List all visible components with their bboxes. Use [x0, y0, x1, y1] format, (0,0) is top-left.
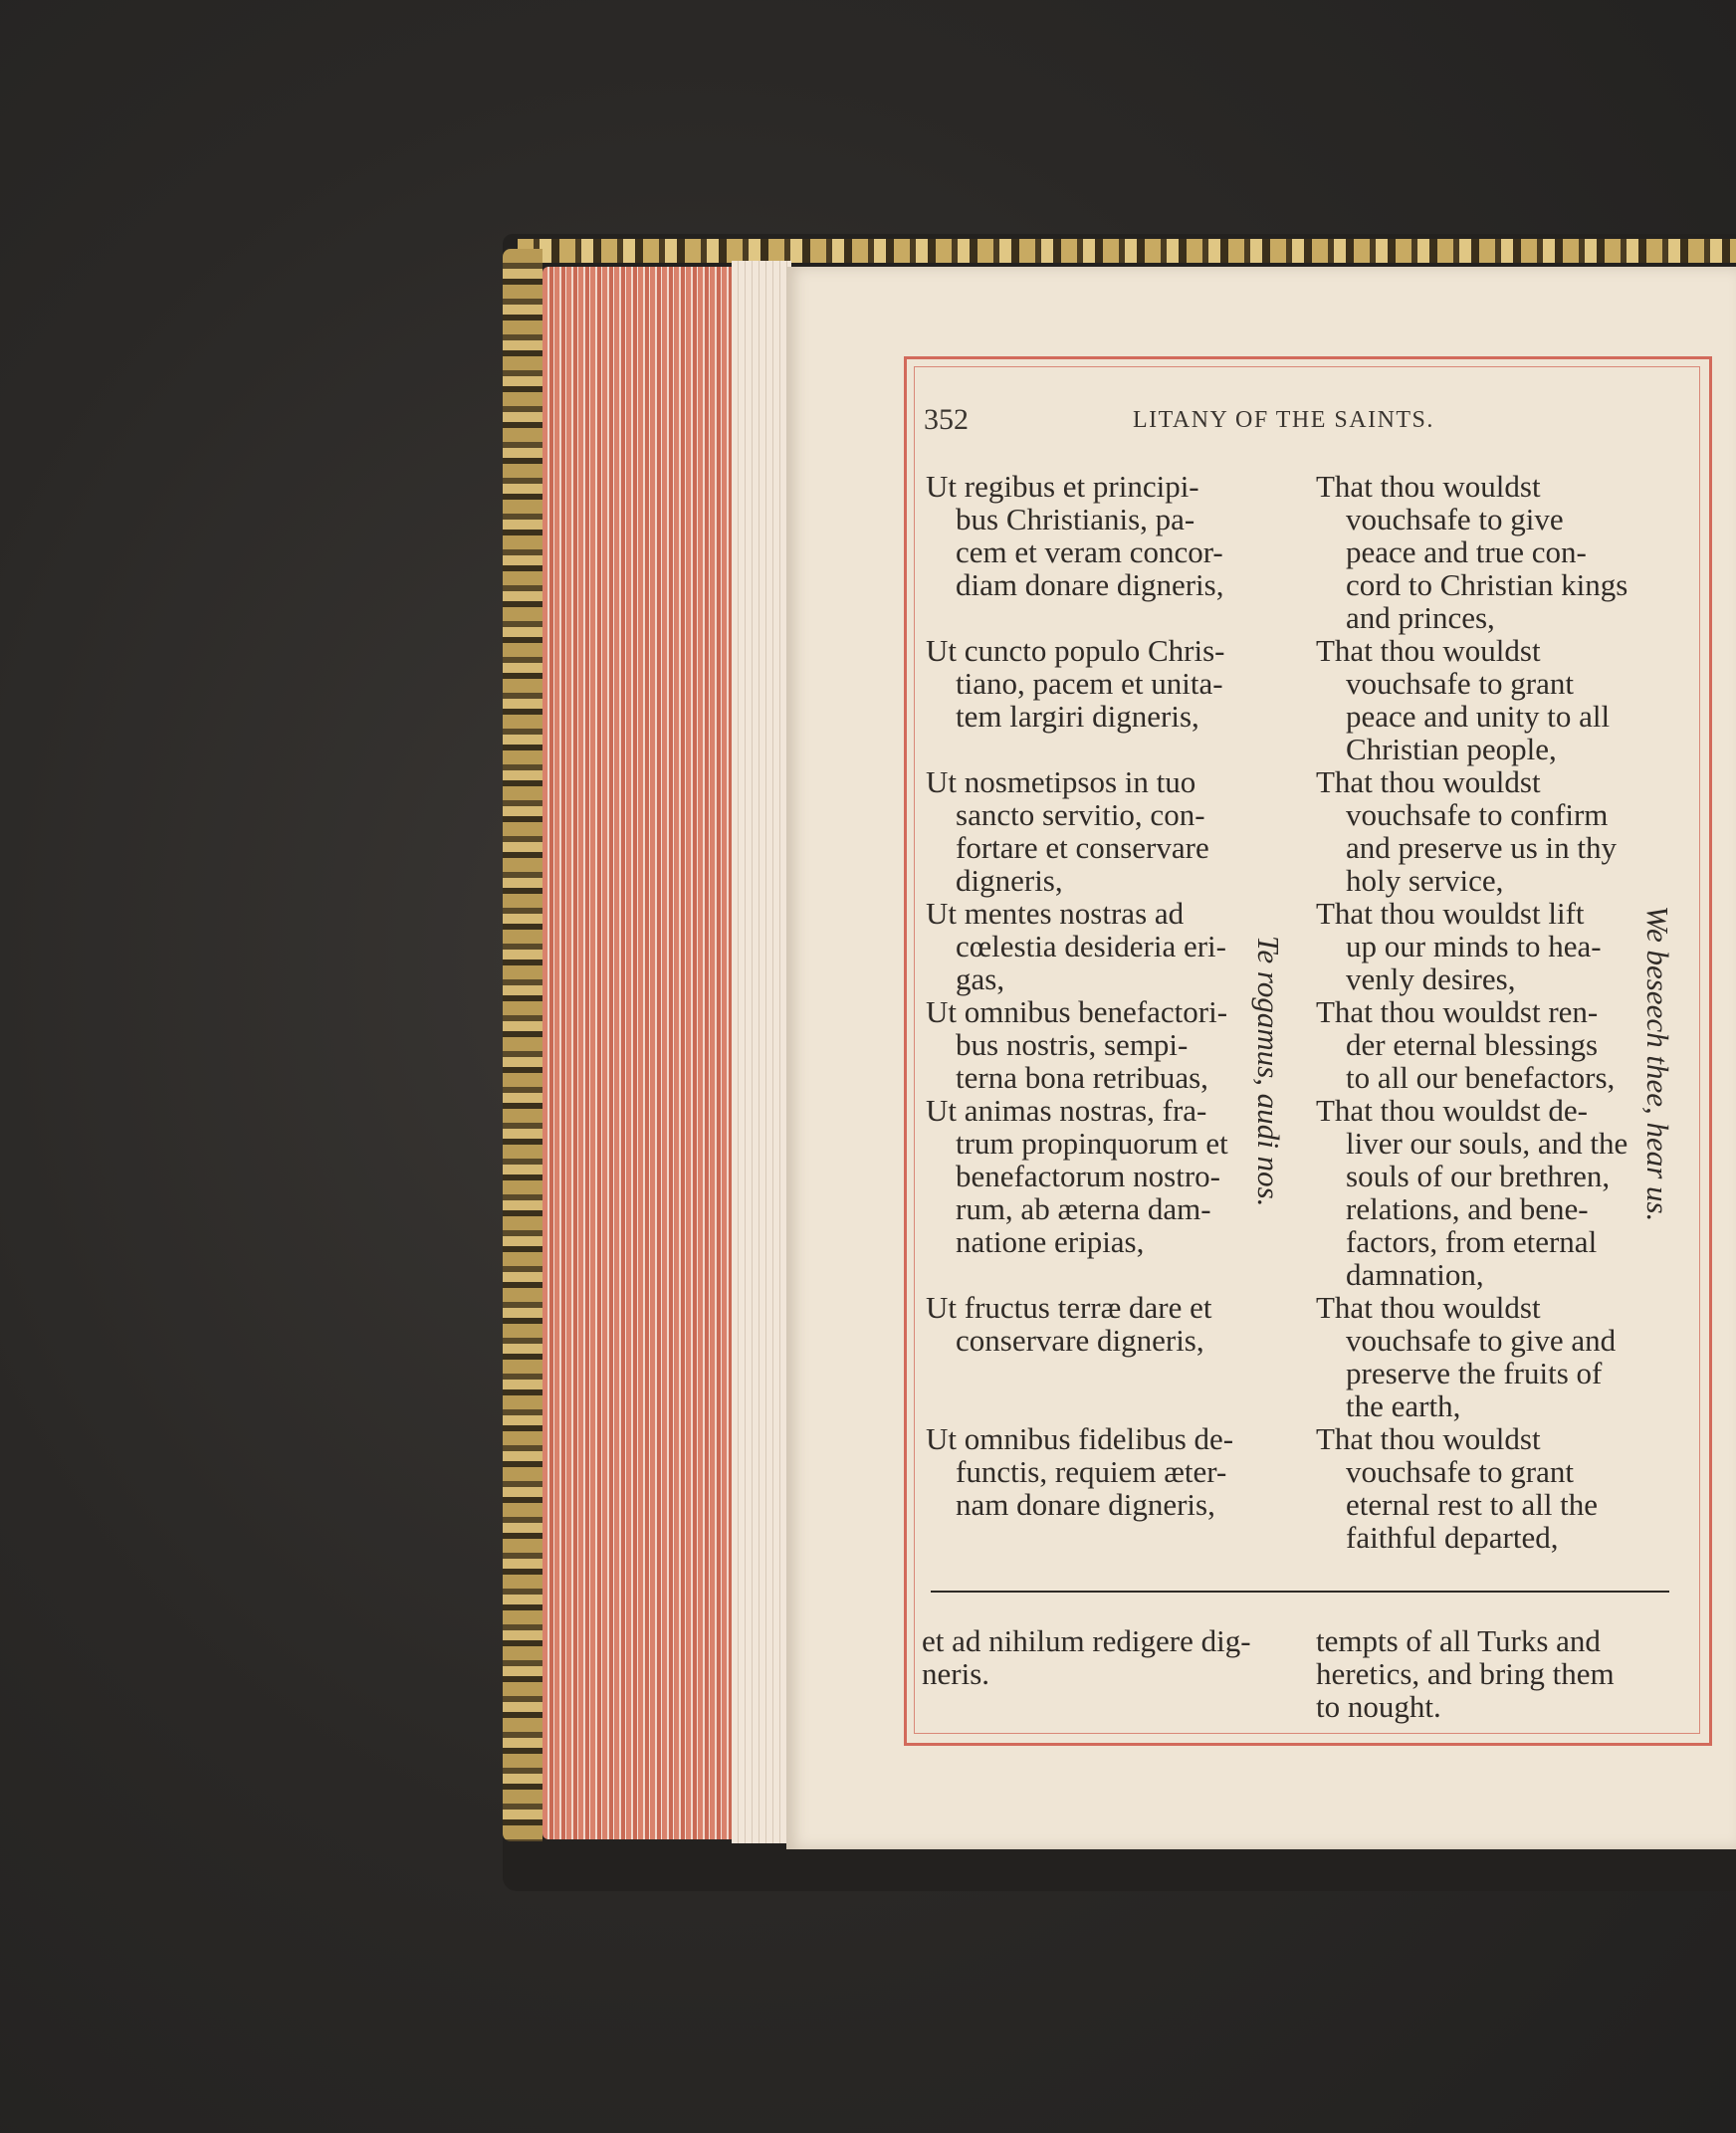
english-entry-line: the earth,: [1346, 1388, 1461, 1423]
latin-entry-line: natione eripias,: [956, 1224, 1145, 1259]
latin-entry-line: bus nostris, sempi-: [956, 1027, 1189, 1062]
gilt-top-border: [518, 239, 1736, 263]
english-entry-line: relations, and bene-: [1346, 1191, 1589, 1226]
english-entry-line: vouchsafe to grant: [1346, 1454, 1574, 1489]
latin-entry-line: Ut cuncto populo Chris-: [926, 633, 1225, 668]
latin-entry-line: Ut animas nostras, fra-: [926, 1093, 1207, 1128]
footnote-rule: [931, 1591, 1669, 1593]
english-response: We beseech thee, hear us.: [1640, 906, 1675, 1222]
english-entry-line: holy service,: [1346, 863, 1504, 898]
english-entry-line: venly desires,: [1346, 961, 1516, 996]
latin-entry-line: sancto servitio, con-: [956, 797, 1205, 832]
english-entry-line: souls of our brethren,: [1346, 1159, 1611, 1193]
latin-entry-line: digneris,: [956, 863, 1063, 898]
latin-entry-line: Ut regibus et principi-: [926, 469, 1199, 504]
english-entry-line: liver our souls, and the: [1346, 1126, 1628, 1161]
english-entry-line: vouchsafe to confirm: [1346, 797, 1609, 832]
english-entry-line: Christian people,: [1346, 732, 1557, 766]
latin-entry-line: bus Christianis, pa-: [956, 502, 1195, 536]
latin-entry-line: nam donare digneris,: [956, 1487, 1215, 1522]
english-entry-line: That thou wouldst de-: [1316, 1093, 1588, 1128]
footnote-latin-line: et ad nihilum redigere dig-: [922, 1623, 1251, 1658]
footnote-latin-line: neris.: [922, 1656, 990, 1691]
english-entry-line: That thou wouldst: [1316, 1290, 1541, 1325]
english-entry-line: That thou wouldst: [1316, 764, 1541, 799]
english-entry-line: vouchsafe to grant: [1346, 666, 1574, 701]
english-entry-line: That thou wouldst ren-: [1316, 994, 1599, 1029]
english-entry-line: That thou wouldst: [1316, 1421, 1541, 1456]
latin-entry-line: conservare digneris,: [956, 1323, 1204, 1358]
page-header: [924, 403, 1700, 443]
english-entry-line: vouchsafe to give: [1346, 502, 1564, 536]
latin-entry-line: diam donare digneris,: [956, 567, 1224, 602]
english-entry-line: up our minds to hea-: [1346, 929, 1602, 963]
latin-entry-line: rum, ab æterna dam-: [956, 1191, 1211, 1226]
english-entry-line: faithful departed,: [1346, 1520, 1559, 1555]
latin-entry-line: Ut omnibus benefactori-: [926, 994, 1228, 1029]
page-number: 352: [924, 403, 969, 436]
english-entry-line: peace and true con-: [1346, 534, 1587, 569]
latin-entry-line: fortare et conservare: [956, 830, 1209, 865]
english-entry-line: preserve the fruits of: [1346, 1356, 1603, 1390]
latin-entry-line: tem largiri digneris,: [956, 699, 1199, 734]
english-entry-line: vouchsafe to give and: [1346, 1323, 1617, 1358]
english-entry-line: der eternal blessings: [1346, 1027, 1599, 1062]
latin-entry-line: Ut mentes nostras ad: [926, 896, 1185, 931]
english-entry-line: cord to Christian kings: [1346, 567, 1628, 602]
footnote-english: [1316, 1624, 1615, 1723]
latin-entry-line: gas,: [956, 961, 1005, 996]
english-entry-line: That thou wouldst: [1316, 633, 1541, 668]
gilt-spine-edge: [503, 249, 542, 1841]
footnote-latin: [922, 1624, 1251, 1690]
page-stack: [732, 261, 791, 1843]
latin-entry-line: cœlestia desideria eri-: [956, 929, 1226, 963]
latin-entry-line: cem et veram concor-: [956, 534, 1223, 569]
footnote-english-line: heretics, and bring them: [1316, 1656, 1615, 1691]
latin-entry-line: Ut nosmetipsos in tuo: [926, 764, 1196, 799]
english-entry-line: damnation,: [1346, 1257, 1484, 1292]
english-entry-line: factors, from eternal: [1346, 1224, 1598, 1259]
english-entry-line: That thou wouldst: [1316, 469, 1541, 504]
english-entry-line: peace and unity to all: [1346, 699, 1611, 734]
footnote-english-line: tempts of all Turks and: [1316, 1623, 1601, 1658]
latin-entry-line: benefactorum nostro-: [956, 1159, 1220, 1193]
latin-entry-line: Ut omnibus fidelibus de-: [926, 1421, 1234, 1456]
latin-entry-line: tiano, pacem et unita-: [956, 666, 1223, 701]
running-title: LITANY OF THE SAINTS.: [1133, 407, 1434, 433]
latin-response: Te rogamus, audi nos.: [1251, 936, 1286, 1207]
latin-entry-line: Ut fructus terræ dare et: [926, 1290, 1212, 1325]
footnote-english-line: to nought.: [1316, 1689, 1441, 1724]
english-entry-line: and princes,: [1346, 600, 1495, 635]
latin-entry-line: trum propinquorum et: [956, 1126, 1228, 1161]
english-entry-line: and preserve us in thy: [1346, 830, 1618, 865]
latin-entry-line: functis, requiem æter-: [956, 1454, 1227, 1489]
english-entry-line: to all our benefactors,: [1346, 1060, 1616, 1095]
latin-entry-line: terna bona retribuas,: [956, 1060, 1208, 1095]
english-entry-line: eternal rest to all the: [1346, 1487, 1599, 1522]
english-entry-line: That thou wouldst lift: [1316, 896, 1585, 931]
